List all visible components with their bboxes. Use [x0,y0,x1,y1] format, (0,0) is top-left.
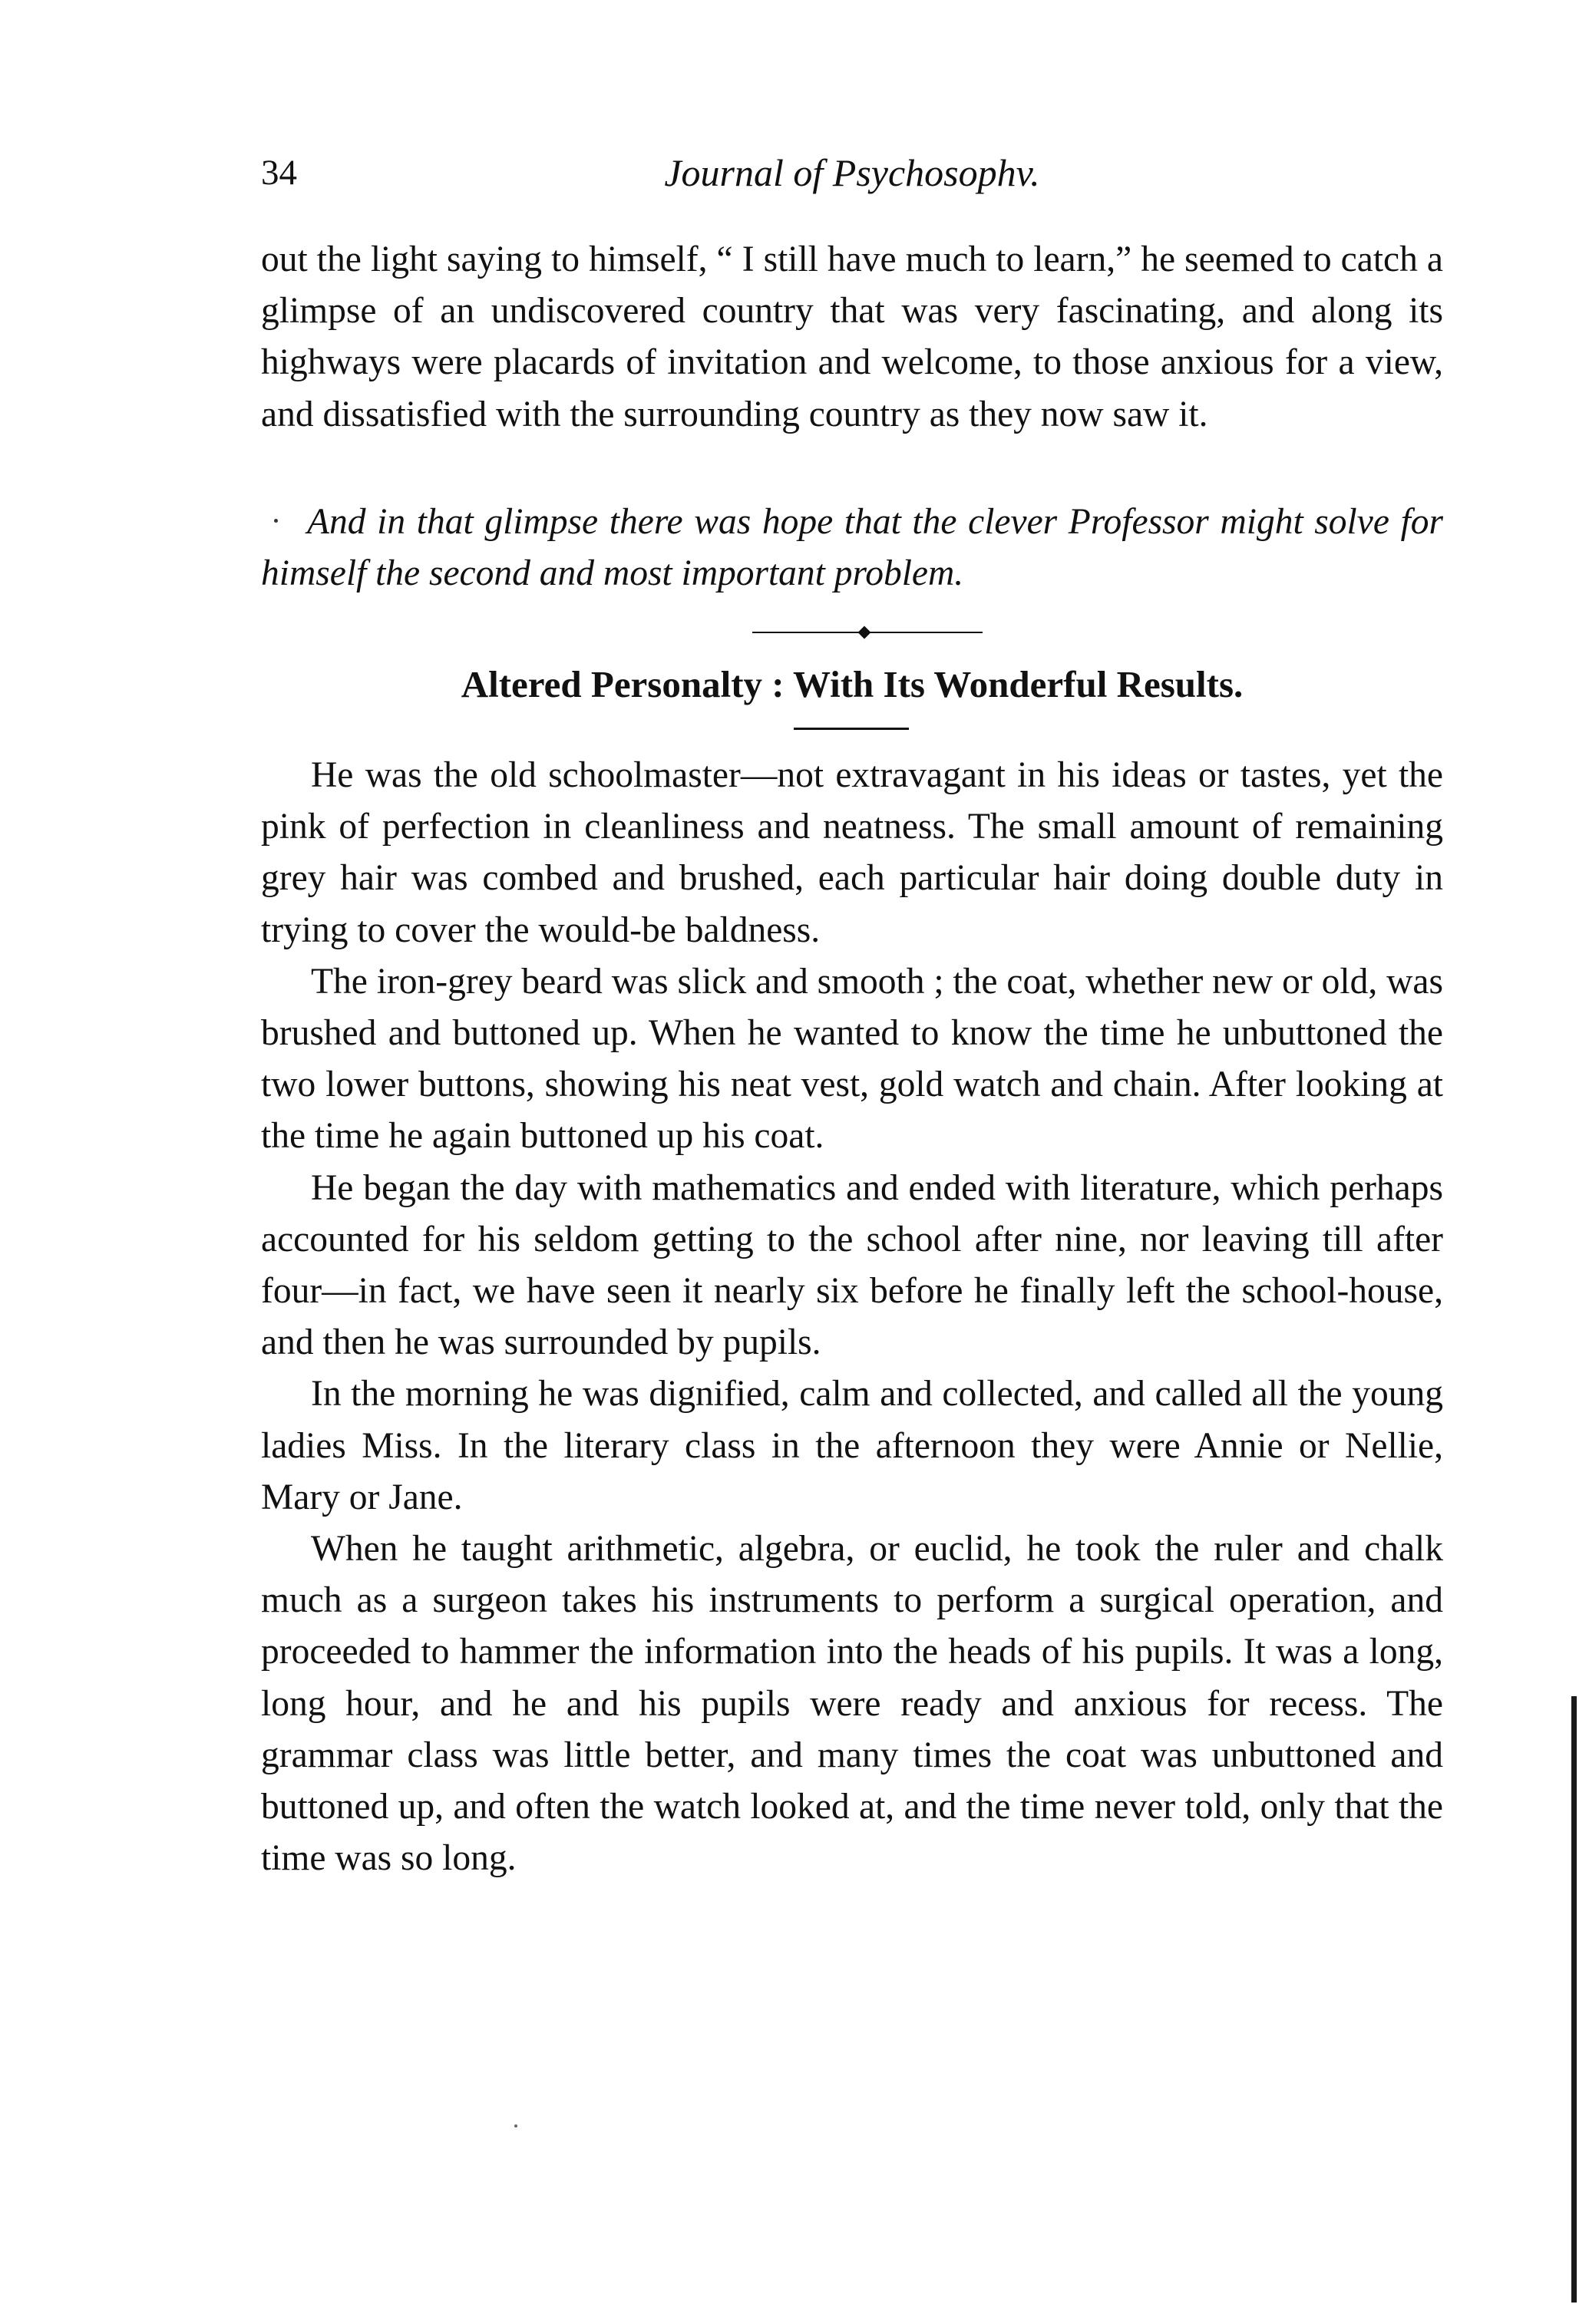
opening-paragraph [261,234,1443,441]
section-heading: Altered Personalty : With Its Wonderful Results. [461,663,1244,705]
page-header [261,146,1443,200]
page-edge-shadow [1571,1696,1577,2303]
paragraph: In the morning he was dignified, calm and collected, and called all the young ladies Miss. In the literary class in the afternoon they were Annie or Nellie, Mary or Jane. [261,1374,1443,1517]
running-title: Journal of Psychosophv. [664,151,1040,194]
paragraph: He began the day with mathematics and ended with literature, which perhaps accounted for his seldom getting to the school after nine, nor leaving till after four—in fact, we have seen it nearly six before he finally left the school-house, and then he was surrounded by pupils. [261,1167,1443,1363]
page-number: 34 [261,153,297,193]
italic-paragraph-text: And in that glimpse there was hope that the clever Professor might solve for himself the second and most important problem. [261,502,1443,594]
paragraph: He was the old schoolmaster—not extravagant in his ideas or tastes, yet the pink of perfection in cleanliness and neatness. The small amount of remaining grey hair was combed and brushed, each particular hair doing double duty in trying to cover the would-be baldness. [261,755,1443,950]
paragraph: The iron-grey beard was slick and smooth ; the coat, whether new or old, was brushed and buttoned up. When he wanted to know the time he unbuttoned the two lower buttons, showing his neat vest, gold watch and chain. After looking at the time he again buttoned up his coat. [261,961,1443,1157]
paragraph: When he taught arithmetic, algebra, or euclid, he took the ruler and chalk much as a surgeon takes his instruments to perform a surgical operation, and proceeded to hammer the information into the heads of his pupils. It was a long, long hour, and he and his pupils were ready and anxious for recess. The grammar class was little better, and many times the coat was unbuttoned and buttoned up, and often the watch looked at, and the time never told, only that the time was so long. [261,1529,1443,1879]
separator-diamond-ornament [858,626,871,639]
page-speck [514,2124,517,2128]
paragraph: out the light saying to himself, “ I still have much to learn,” he seemed to catch a glimpse of an undiscovered country that was very fascinating, and along its highways were placards of invitation and welcome, to those anxious for a view, and dissatisfied with the surrounding country as they now saw it. [261,239,1443,434]
italic-paragraph [261,497,1443,599]
section-body [261,750,1443,1884]
heading-rule [794,728,909,730]
ornamental-separator [752,628,983,637]
